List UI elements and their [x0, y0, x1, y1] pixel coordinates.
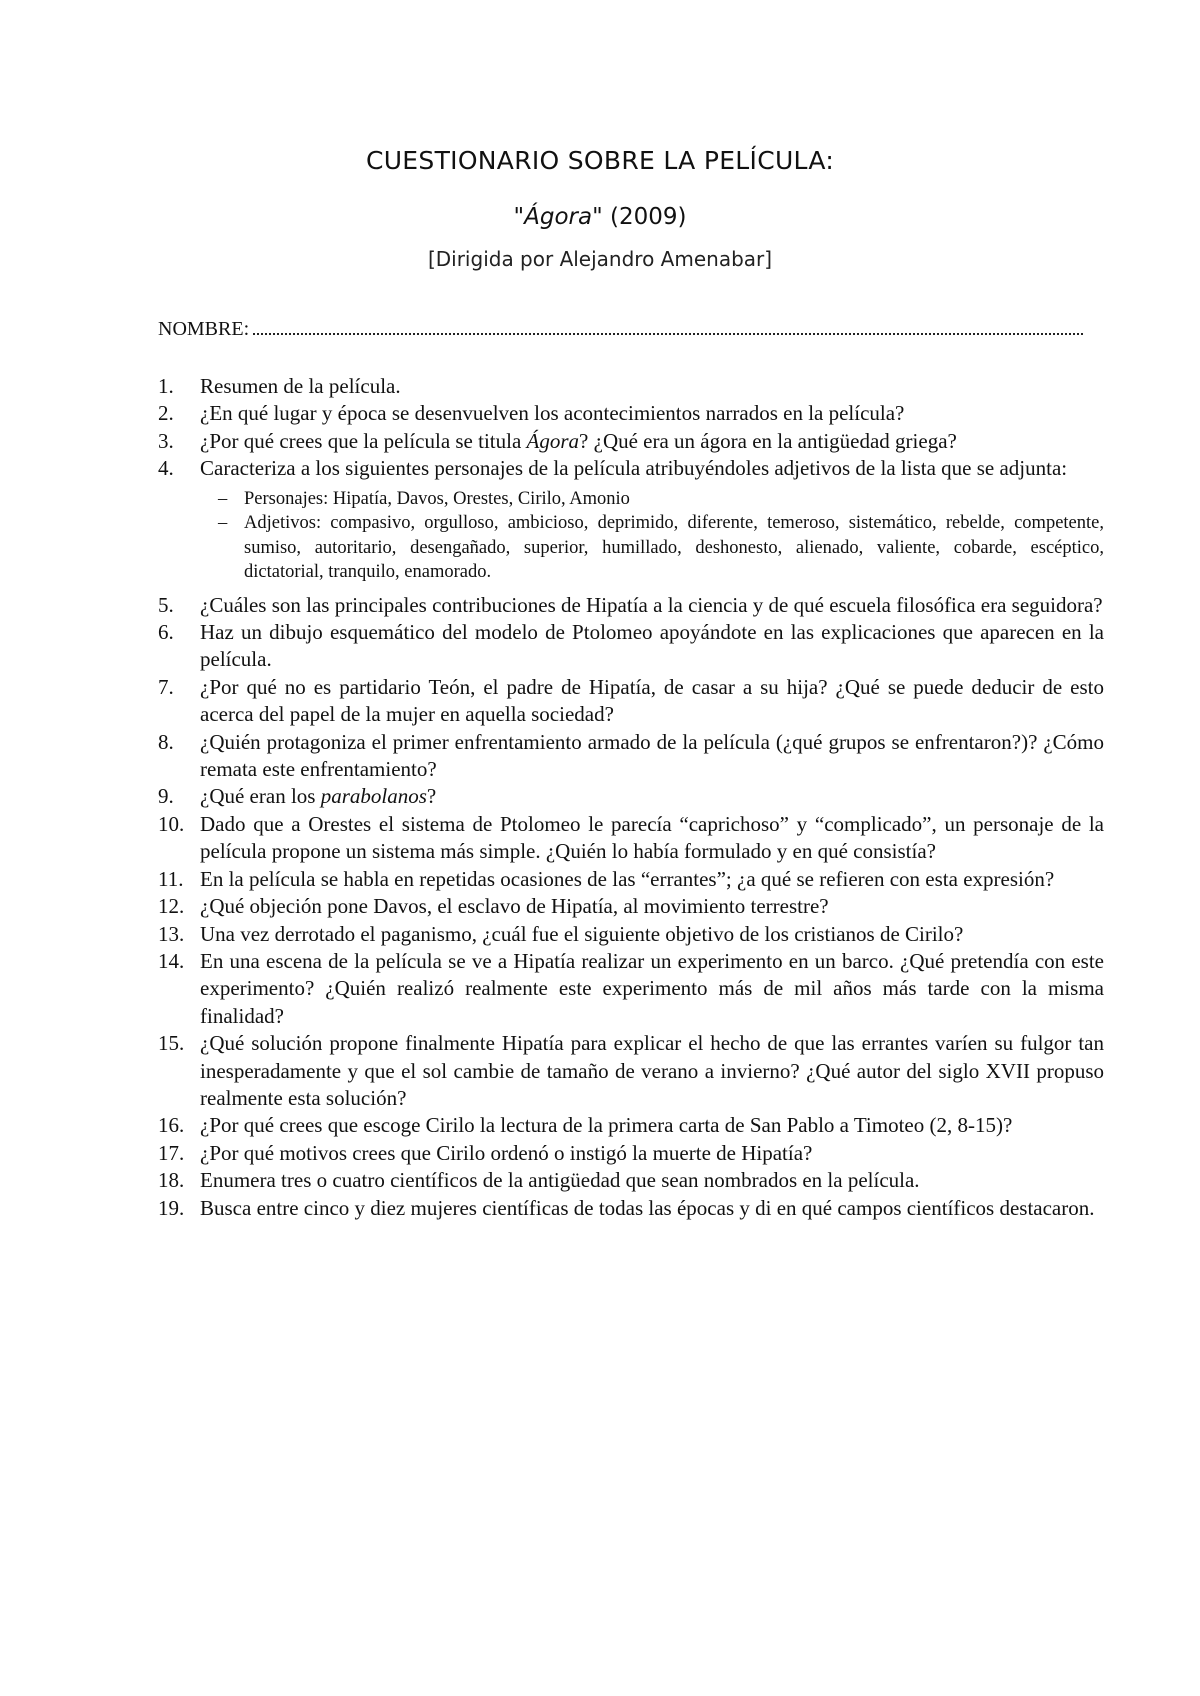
question-text: En la película se habla en repetidas ocasiones de las “errantes”; ¿a qué se refieren con esta expresión?	[200, 866, 1055, 891]
question-text: Haz un dibujo esquemático del modelo de Ptolomeo apoyándote en las explicaciones que aparecen en la película.	[200, 620, 1104, 672]
question-text: ¿Quién protagoniza el primer enfrentamiento armado de la película (¿qué grupos se enfrentaron?)? ¿Cómo remata este enfrentamiento?	[200, 729, 1104, 782]
question-item	[158, 948, 1104, 1030]
question-item	[158, 783, 1104, 810]
question-text: Busca entre cinco y diez mujeres científicas de todas las épocas y di en qué campos científicos destacaron.	[200, 1195, 1095, 1220]
question-number: 9.	[158, 784, 174, 809]
question-number: 17.	[158, 1140, 185, 1165]
sublist-item-personajes	[200, 487, 1104, 512]
question-number: 16.	[158, 1113, 185, 1138]
question-item	[158, 428, 1104, 455]
question-item	[158, 866, 1104, 893]
question-number: 18.	[158, 1168, 185, 1193]
question-text-part: ?	[426, 784, 437, 809]
question-text-part: ¿Qué eran los	[200, 784, 321, 809]
question-item	[158, 1195, 1104, 1222]
question-italic-term: parabolanos	[320, 784, 427, 809]
question-text: ¿En qué lugar y época se desenvuelven los acontecimientos narrados en la película?	[200, 401, 905, 426]
question-number: 19.	[158, 1195, 185, 1220]
question-number: 12.	[158, 894, 185, 919]
question-item	[158, 1167, 1104, 1194]
question-item	[158, 729, 1104, 784]
question-text: ¿Cuáles son las principales contribuciones de Hipatía a la ciencia y de qué escuela filosófica era seguidora?	[200, 592, 1103, 617]
page-title: CUESTIONARIO SOBRE LA PELÍCULA:	[365, 146, 835, 175]
question-number: 7.	[158, 674, 174, 699]
dash-bullet-icon: –	[218, 488, 228, 509]
question-item	[158, 921, 1104, 948]
question-item	[158, 592, 1104, 619]
question-item	[158, 373, 1104, 400]
question-item	[158, 455, 1104, 584]
question-number: 10.	[158, 811, 185, 836]
question-list	[158, 373, 1104, 1222]
question-text: ¿Qué solución propone finalmente Hipatía para explicar el hecho de que las errantes varíen su fulgor tan inesperadamente y que el sol cambie de tamaño de verano a invierno? ¿Qué autor del siglo XVII propuso realmente esta solución?	[200, 1031, 1104, 1110]
question-number: 5.	[158, 592, 174, 617]
question-text	[200, 428, 1104, 455]
question-item	[158, 1140, 1104, 1167]
question-item	[158, 619, 1104, 674]
question-text: ¿Qué objeción pone Davos, el esclavo de Hipatía, al movimiento terrestre?	[200, 894, 829, 919]
sublist-text: Personajes: Hipatía, Davos, Orestes, Cirilo, Amonio	[244, 488, 630, 509]
question-item	[158, 811, 1104, 866]
question-number: 2.	[158, 401, 174, 426]
question-number: 1.	[158, 374, 174, 398]
question-text: ¿Por qué no es partidario Teón, el padre de Hipatía, de casar a su hija? ¿Qué se puede deducir de esto acerca del papel de la mujer en aquella sociedad?	[200, 674, 1104, 727]
question-text: Caracteriza a los siguientes personajes de la película atribuyéndoles adjetivos de la lista que se adjunta:	[200, 456, 1068, 481]
name-label: NOMBRE:	[158, 318, 250, 340]
sublist-text: Adjetivos: compasivo, orgulloso, ambicioso, deprimido, diferente, temeroso, sistemático, rebelde, competente, sumiso, autoritario, desengañado, superior, humillado, deshonesto, alienado, valiente, cobarde, escéptico, dictatorial, tranquilo, enamorado.	[244, 513, 1104, 583]
question-number: 8.	[158, 729, 174, 754]
question-item	[158, 400, 1104, 427]
question-item	[158, 674, 1104, 729]
question-number: 15.	[158, 1031, 185, 1056]
film-title-line	[0, 204, 1200, 230]
character-sublist	[200, 487, 1104, 585]
dash-bullet-icon: –	[218, 513, 228, 534]
question-text: Enumera tres o cuatro científicos de la antigüedad que sean nombrados en la película.	[200, 1168, 920, 1193]
question-text-part: ? ¿Qué era un ágora en la antigüedad griega?	[579, 428, 957, 453]
question-number: 13.	[158, 921, 185, 946]
question-italic-term: Ágora	[526, 428, 580, 453]
name-blank-line[interactable]	[253, 319, 1083, 335]
question-number: 3.	[158, 428, 174, 453]
question-item	[158, 1112, 1104, 1139]
question-number: 4.	[158, 456, 174, 481]
question-number: 14.	[158, 948, 185, 973]
name-field[interactable]	[158, 318, 1098, 341]
question-number: 11.	[158, 866, 184, 891]
film-title: "Ágora"	[513, 204, 603, 230]
question-text: Dado que a Orestes el sistema de Ptolomeo le parecía “caprichoso” y “complicado”, un personaje de la película propone un sistema más simple. ¿Quién lo había formulado y en qué consistía?	[200, 811, 1104, 864]
sublist-item-adjetivos	[200, 511, 1104, 585]
question-text: En una escena de la película se ve a Hipatía realizar un experimento en un barco. ¿Qué pretendía con este experimento? ¿Quién realizó realmente este experimento más de mil años más tarde con la misma finalidad?	[200, 948, 1104, 1028]
question-item	[158, 1030, 1104, 1112]
director-line: [Dirigida por Alejandro Amenabar]	[427, 247, 773, 271]
question-number: 6.	[158, 620, 174, 645]
question-text: ¿Por qué crees que escoge Cirilo la lectura de la primera carta de San Pablo a Timoteo (2, 8-15)?	[200, 1113, 1013, 1138]
film-year: (2009)	[609, 204, 687, 230]
question-text: ¿Por qué motivos crees que Cirilo ordenó o instigó la muerte de Hipatía?	[200, 1140, 813, 1165]
question-text-part: ¿Por qué crees que la película se titula	[200, 428, 527, 453]
question-text	[200, 783, 1104, 810]
question-text: Una vez derrotado el paganismo, ¿cuál fue el siguiente objetivo de los cristianos de Cirilo?	[200, 921, 964, 946]
question-text: Resumen de la película.	[200, 374, 401, 398]
question-item	[158, 893, 1104, 920]
